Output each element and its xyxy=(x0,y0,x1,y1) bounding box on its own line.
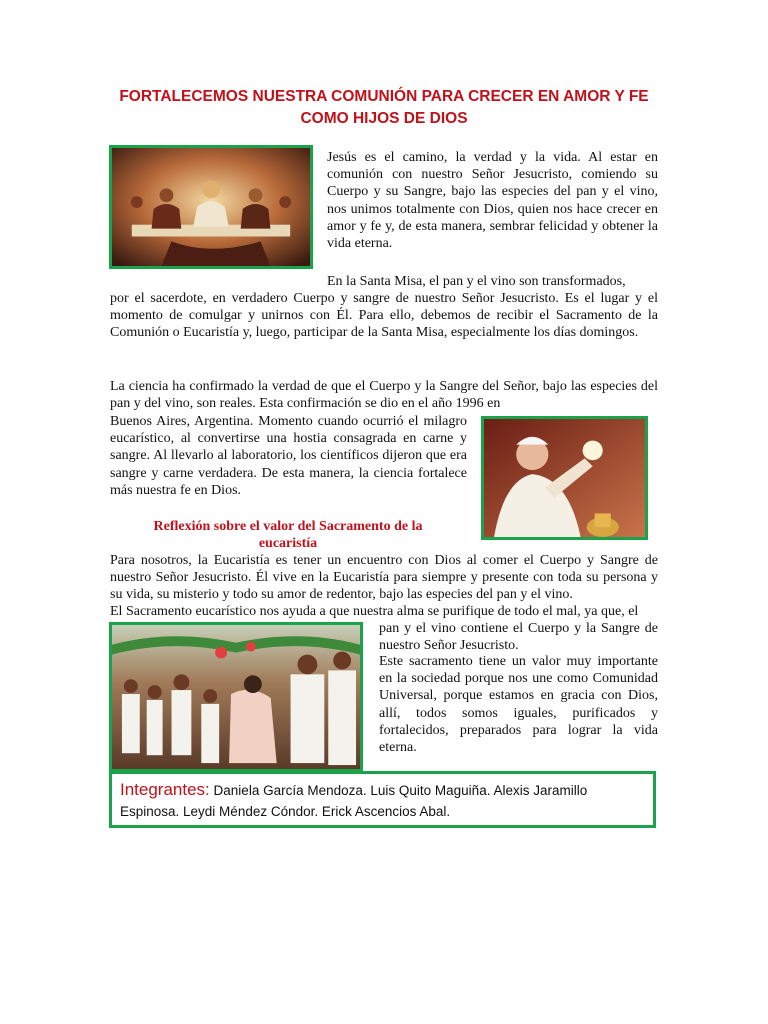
valor-paragraph: Este sacramento tiene un valor muy importante en la sociedad porque nos une como Comunidad Universal, porque estamos en gracia con Dios, allí, todos somos iguales, purificados y fortalecidos, preparados para lograr la vida eterna. xyxy=(379,654,658,756)
team-members-box xyxy=(109,771,656,828)
santa-misa-lead: En la Santa Misa, el pan y el vino son transformados, xyxy=(327,274,626,289)
priest-host-image xyxy=(481,416,648,540)
sacramento-paragraph-top: El Sacramento eucarístico nos ayuda a que nuestra alma se purifique de todo el mal, ya que, el xyxy=(110,604,639,619)
sacramento-paragraph-side: pan y el vino contiene el Cuerpo y la Sangre de nuestro Señor Jesucristo. xyxy=(379,621,658,654)
last-supper-image xyxy=(109,145,313,269)
intro-paragraph: Jesús es el camino, la verdad y la vida. Al estar en comunión con nuestro Señor Jesucristo, comiendo su Cuerpo y su Sangre, bajo las especies del pan y el vino, nos unimos totalmente con Dios, quien nos hace crecer en amor y fe y, de esta manera, sembrar felicidad y obtener la vida eterna. xyxy=(327,150,658,252)
team-members-label: Integrantes: xyxy=(120,780,210,799)
page-title: FORTALECEMOS NUESTRA COMUNIÓN PARA CRECER EN AMOR Y FE COMO HIJOS DE DIOS xyxy=(119,88,649,127)
ciencia-paragraph-top: La ciencia ha confirmado la verdad de que el Cuerpo y la Sangre del Señor, bajo las especies del pan y del vino, son reales. Esta confirmación se dio en el año 1996 en xyxy=(110,379,658,412)
ciencia-paragraph-side: Buenos Aires, Argentina. Momento cuando ocurrió el milagro eucarístico, al convertirse una hostia consagrada en carne y sangre. Al llevarlo al laboratorio, los científicos dijeron que era sangre y carne verdadera. De esta manera, la ciencia fortalece más nuestra fe en Dios. xyxy=(110,414,467,498)
reflection-paragraph: Para nosotros, la Eucaristía es tener un encuentro con Dios al comer el Cuerpo y Sangre de nuestro Señor Jesucristo. Él vive en la Eucaristía para siempre y presente con toda su persona y su vida, su misterio y todo su amor de redentor, bajo las especies del pan y el vino. xyxy=(110,553,658,603)
communion-crowd-image xyxy=(109,622,363,772)
reflection-subheading: Reflexión sobre el valor del Sacramento de la eucaristía xyxy=(153,519,423,551)
team-members-names: Daniela García Mendoza. Luis Quito Maguiña. Alexis Jaramillo Espinosa. Leydi Méndez Cóndor. Erick Ascencios Abal. xyxy=(120,783,588,819)
santa-misa-paragraph: por el sacerdote, en verdadero Cuerpo y sangre de nuestro Señor Jesucristo. Es el lugar y el momento de comulgar y unirnos con Él. Para ello, debemos de recibir el Sacramento de la Comunión o Eucaristía y, luego, participar de la Santa Misa, especialmente los días domingos. xyxy=(110,291,658,341)
